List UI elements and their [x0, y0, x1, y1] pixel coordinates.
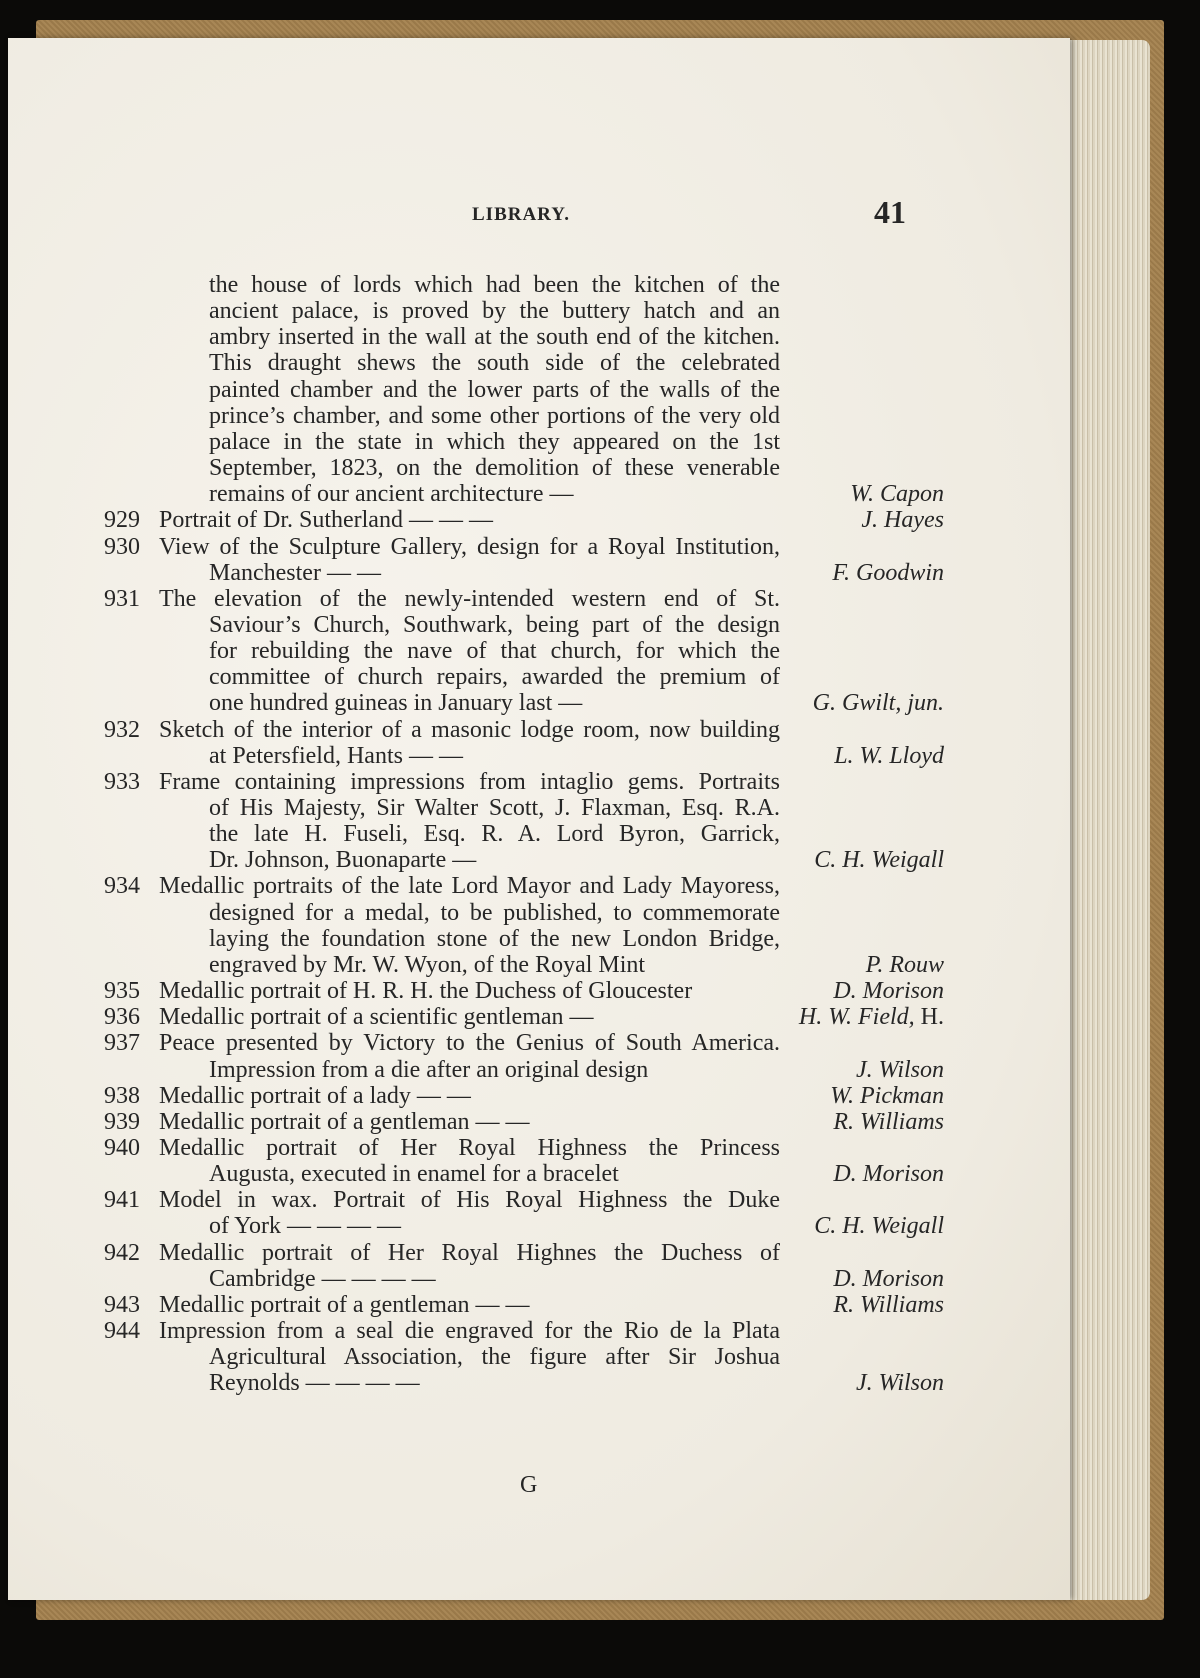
- artist-name-text: W. Capon: [850, 481, 944, 508]
- entry-line: View of the Sculpture Gallery, design for a Royal Institution,: [159, 533, 780, 560]
- artist-name: [813, 689, 944, 717]
- artist-name: [833, 1108, 944, 1136]
- artist-name-text: G. Gwilt, jun.: [812, 690, 944, 717]
- entry-number: 930: [104, 533, 140, 560]
- entry-number: 944: [104, 1318, 140, 1344]
- artist-name-text: C. H. Weigall: [814, 847, 944, 874]
- artist-name-text: F. Goodwin: [832, 559, 944, 586]
- entry-number: 936: [104, 1004, 140, 1031]
- intro-line: This draught shews the south side of the celebrated: [209, 350, 780, 377]
- entry-line: designed for a medal, to be published, to commemorate: [209, 899, 780, 926]
- entry-line: Medallic portrait of Her Royal Highnes the Duchess of: [159, 1239, 780, 1266]
- artist-name-text: R. Williams: [833, 1291, 944, 1318]
- entry-line: committee of church repairs, awarded the premium of: [209, 664, 780, 691]
- entry-line: The elevation of the newly-intended western end of St.: [159, 585, 780, 612]
- entry-line: the late H. Fuseli, Esq. R. A. Lord Byron, Garrick,: [209, 821, 780, 848]
- intro-line: ambry inserted in the wall at the south end of the kitchen.: [209, 324, 780, 351]
- entry-line: engraved by Mr. W. Wyon, of the Royal Mint: [209, 951, 646, 978]
- page-number: 41: [874, 194, 906, 230]
- artist-name-text: D. Morison: [833, 1265, 944, 1292]
- entry-number: 938: [104, 1082, 140, 1109]
- entry-line: laying the foundation stone of the new London Bridge,: [209, 925, 780, 952]
- entry-number: 942: [104, 1239, 140, 1266]
- intro-line: the house of lords which had been the kitchen of the: [209, 272, 780, 298]
- entry-line: Medallic portrait of a gentleman — —: [159, 1108, 530, 1135]
- artist-name: [861, 506, 944, 534]
- entry-number: 929: [104, 507, 140, 534]
- entry-line: Medallic portrait of a lady — —: [159, 1082, 471, 1109]
- intro-line: remains of our ancient architecture —: [209, 481, 574, 508]
- artist-name-text: P. Rouw: [865, 951, 944, 978]
- entry-line: one hundred guineas in January last —: [209, 690, 583, 717]
- entry-number: 941: [104, 1187, 140, 1214]
- entry-line: Medallic portrait of Her Royal Highness the Princess: [159, 1134, 780, 1161]
- intro-line: painted chamber and the lower parts of the walls of the: [209, 376, 780, 403]
- entry-line: Agricultural Association, the figure after Sir Joshua: [209, 1344, 780, 1371]
- entry-number: 933: [104, 768, 140, 795]
- entry-number: 932: [104, 716, 140, 743]
- artist-name: [833, 1265, 944, 1293]
- entry-line: Peace presented by Victory to the Genius of South America.: [159, 1030, 780, 1057]
- artist-name-text: J. Wilson: [856, 1056, 944, 1083]
- book-page: [8, 38, 1070, 1600]
- page-text: [8, 38, 1070, 1600]
- artist-name: [799, 1003, 944, 1031]
- artist-name-text: D. Morison: [833, 978, 944, 1005]
- entry-line: at Petersfield, Hants — —: [209, 742, 463, 769]
- artist-name: [856, 1369, 944, 1397]
- entry-line: Medallic portraits of the late Lord Mayor and Lady Mayoress,: [159, 873, 780, 900]
- entry-number: 934: [104, 873, 140, 900]
- entry-number: 943: [104, 1291, 140, 1318]
- running-head: LIBRARY.: [472, 204, 570, 225]
- entry-number: 939: [104, 1108, 140, 1135]
- entry-line: Frame containing impressions from intaglio gems. Portraits: [159, 768, 780, 795]
- entry-line: Impression from a seal die engraved for the Rio de la Plata: [159, 1318, 780, 1344]
- artist-name-text: D. Morison: [833, 1161, 944, 1188]
- entry-line: Dr. Johnson, Buonaparte —: [209, 847, 477, 874]
- artist-name-text: L. W. Lloyd: [834, 742, 944, 769]
- entry-line: Portrait of Dr. Sutherland — — —: [159, 507, 493, 534]
- intro-line: palace in the state in which they appeared on the 1st: [209, 428, 780, 455]
- entry-number: 931: [104, 585, 140, 612]
- entry-line: Medallic portrait of a scientific gentleman —: [159, 1004, 594, 1031]
- entry-line: Medallic portrait of H. R. H. the Duchess of Gloucester: [159, 978, 693, 1005]
- artist-name: [830, 1082, 944, 1110]
- artist-name-text: R. Williams: [833, 1108, 944, 1135]
- artist-name: [866, 951, 944, 979]
- intro-line: September, 1823, on the demolition of these venerable: [209, 455, 780, 482]
- entry-number: 935: [104, 978, 140, 1005]
- entry-line: of His Majesty, Sir Walter Scott, J. Flaxman, Esq. R.A.: [209, 795, 780, 821]
- artist-name: [833, 977, 944, 1005]
- artist-name-suffix: H.: [914, 1004, 944, 1031]
- entry-line: Reynolds — — — —: [209, 1370, 420, 1397]
- entry-number: 940: [104, 1134, 140, 1161]
- entry-line: Saviour’s Church, Southwark, being part of the design: [209, 611, 780, 638]
- artist-name-text: J. Wilson: [856, 1370, 944, 1397]
- entry-line: Sketch of the interior of a masonic lodge room, now building: [159, 716, 780, 743]
- artist-name: [850, 480, 944, 508]
- entry-number: 937: [104, 1030, 140, 1057]
- entry-line: Medallic portrait of a gentleman — —: [159, 1291, 530, 1318]
- artist-name: [834, 742, 944, 770]
- entry-line: Impression from a die after an original design: [209, 1056, 649, 1083]
- artist-name: [833, 1160, 944, 1188]
- signature-mark: G: [520, 1472, 538, 1498]
- intro-line: ancient palace, is proved by the buttery hatch and an: [209, 298, 780, 325]
- entry-line: of York — — — —: [209, 1213, 402, 1240]
- artist-name: [814, 846, 944, 874]
- artist-name: [832, 559, 944, 587]
- artist-name: [856, 1056, 944, 1084]
- entry-line: Cambridge — — — —: [209, 1265, 436, 1292]
- artist-name-text: C. H. Weigall: [814, 1213, 944, 1240]
- entry-line: Model in wax. Portrait of His Royal Highness the Duke: [159, 1187, 780, 1214]
- artist-name-text: J. Hayes: [861, 507, 944, 534]
- entry-line: for rebuilding the nave of that church, for which the: [209, 638, 780, 665]
- entry-line: Augusta, executed in enamel for a bracelet: [209, 1161, 619, 1188]
- intro-line: prince’s chamber, and some other portions of the very old: [209, 402, 780, 429]
- artist-name: [833, 1291, 944, 1319]
- artist-name-text: H. W. Field,: [798, 1004, 915, 1031]
- entry-line: Manchester — —: [209, 559, 381, 586]
- artist-name: [814, 1212, 944, 1240]
- artist-name-text: W. Pickman: [830, 1082, 944, 1109]
